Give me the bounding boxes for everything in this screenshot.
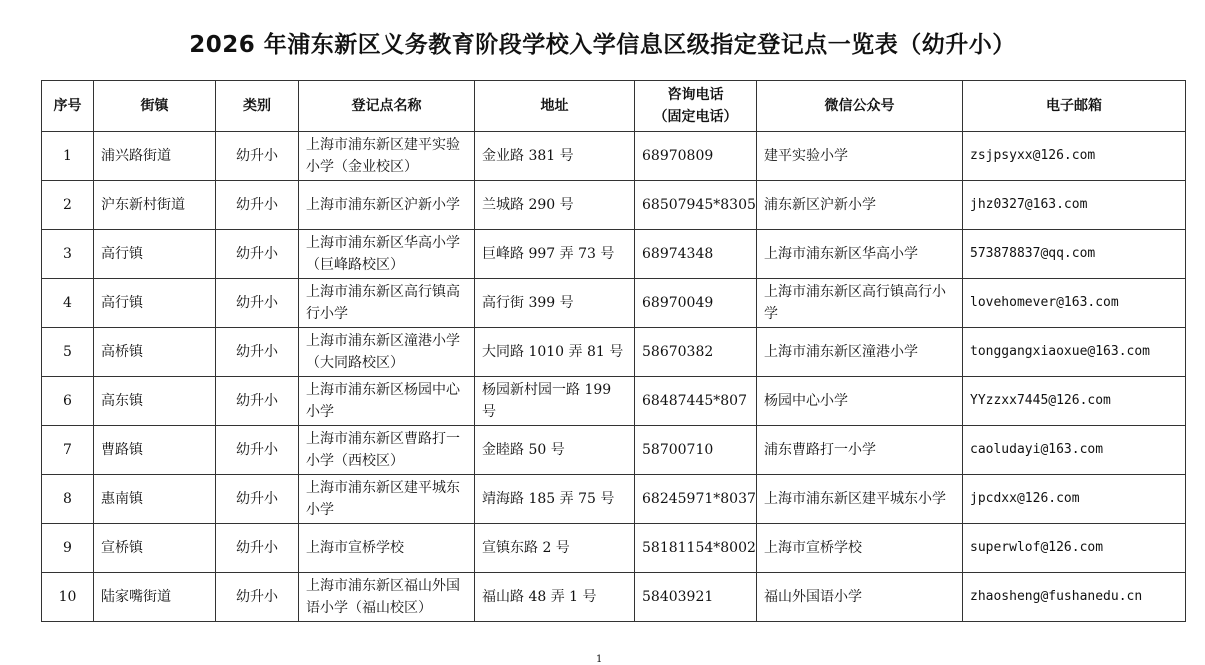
table-row: [42, 524, 1186, 573]
table-row: [42, 230, 1186, 279]
cell-type: 幼升小: [216, 230, 299, 279]
cell-street: 高东镇: [94, 377, 216, 426]
cell-seq: 1: [42, 132, 94, 181]
cell-phone: 68487445*807: [635, 377, 757, 426]
cell-site-name: 上海市浦东新区潼港小学（大同路校区）: [299, 328, 475, 377]
cell-wechat: 上海市浦东新区建平城东小学: [757, 475, 963, 524]
cell-wechat: 浦东新区沪新小学: [757, 181, 963, 230]
cell-street: 惠南镇: [94, 475, 216, 524]
header-phone-line2: （固定电话）: [653, 109, 738, 125]
header-phone-line1: 咨询电话: [667, 87, 724, 103]
cell-wechat: 杨园中心小学: [757, 377, 963, 426]
cell-wechat: 建平实验小学: [757, 132, 963, 181]
cell-email: YYzzxx7445@126.com: [963, 377, 1186, 426]
cell-address: 靖海路 185 弄 75 号: [475, 475, 635, 524]
cell-site-name: 上海市浦东新区杨园中心小学: [299, 377, 475, 426]
cell-type: 幼升小: [216, 524, 299, 573]
cell-email: zhaosheng@fushanedu.cn: [963, 573, 1186, 622]
header-wechat: 微信公众号: [757, 81, 963, 132]
cell-type: 幼升小: [216, 475, 299, 524]
cell-wechat: 上海市浦东新区华高小学: [757, 230, 963, 279]
cell-email: zsjpsyxx@126.com: [963, 132, 1186, 181]
cell-email: jhz0327@163.com: [963, 181, 1186, 230]
cell-site-name: 上海市浦东新区建平城东小学: [299, 475, 475, 524]
cell-type: 幼升小: [216, 377, 299, 426]
cell-email: superwlof@126.com: [963, 524, 1186, 573]
cell-wechat: 上海市宣桥学校: [757, 524, 963, 573]
cell-street: 高桥镇: [94, 328, 216, 377]
page-number: 1: [596, 654, 603, 665]
table-header-row: [42, 81, 1186, 132]
cell-seq: 8: [42, 475, 94, 524]
header-street: 街镇: [94, 81, 216, 132]
cell-type: 幼升小: [216, 328, 299, 377]
cell-site-name: 上海市浦东新区沪新小学: [299, 181, 475, 230]
header-email: 电子邮箱: [963, 81, 1186, 132]
cell-email: tonggangxiaoxue@163.com: [963, 328, 1186, 377]
cell-phone: 58181154*8002: [635, 524, 757, 573]
table-row: [42, 279, 1186, 328]
header-address: 地址: [475, 81, 635, 132]
cell-street: 沪东新村街道: [94, 181, 216, 230]
cell-street: 高行镇: [94, 279, 216, 328]
cell-seq: 10: [42, 573, 94, 622]
cell-phone: 68507945*8305: [635, 181, 757, 230]
cell-wechat: 上海市浦东新区潼港小学: [757, 328, 963, 377]
cell-seq: 7: [42, 426, 94, 475]
cell-seq: 4: [42, 279, 94, 328]
table-row: [42, 132, 1186, 181]
cell-phone: 68245971*8037: [635, 475, 757, 524]
table-row: [42, 181, 1186, 230]
cell-phone: 58700710: [635, 426, 757, 475]
cell-email: jpcdxx@126.com: [963, 475, 1186, 524]
cell-address: 兰城路 290 号: [475, 181, 635, 230]
table-row: [42, 573, 1186, 622]
cell-phone: 68970049: [635, 279, 757, 328]
header-type: 类别: [216, 81, 299, 132]
cell-phone: 58403921: [635, 573, 757, 622]
table-row: [42, 377, 1186, 426]
page-title: 2026 年浦东新区义务教育阶段学校入学信息区级指定登记点一览表（幼升小）: [189, 32, 1016, 58]
cell-site-name: 上海市浦东新区华高小学（巨峰路校区）: [299, 230, 475, 279]
cell-phone: 68970809: [635, 132, 757, 181]
cell-seq: 2: [42, 181, 94, 230]
cell-address: 福山路 48 弄 1 号: [475, 573, 635, 622]
cell-phone: 58670382: [635, 328, 757, 377]
cell-phone: 68974348: [635, 230, 757, 279]
cell-type: 幼升小: [216, 132, 299, 181]
cell-type: 幼升小: [216, 279, 299, 328]
cell-site-name: 上海市宣桥学校: [299, 524, 475, 573]
cell-type: 幼升小: [216, 426, 299, 475]
cell-wechat: 福山外国语小学: [757, 573, 963, 622]
cell-wechat: 上海市浦东新区高行镇高行小学: [757, 279, 963, 328]
table-row: [42, 328, 1186, 377]
cell-type: 幼升小: [216, 181, 299, 230]
cell-street: 陆家嘴街道: [94, 573, 216, 622]
cell-street: 高行镇: [94, 230, 216, 279]
table-row: [42, 426, 1186, 475]
cell-email: 573878837@qq.com: [963, 230, 1186, 279]
cell-seq: 5: [42, 328, 94, 377]
cell-type: 幼升小: [216, 573, 299, 622]
cell-street: 宣桥镇: [94, 524, 216, 573]
header-phone: [635, 81, 757, 132]
cell-address: 巨峰路 997 弄 73 号: [475, 230, 635, 279]
cell-address: 宣镇东路 2 号: [475, 524, 635, 573]
cell-site-name: 上海市浦东新区建平实验小学（金业校区）: [299, 132, 475, 181]
cell-street: 曹路镇: [94, 426, 216, 475]
cell-seq: 3: [42, 230, 94, 279]
header-site-name: 登记点名称: [299, 81, 475, 132]
cell-address: 金睦路 50 号: [475, 426, 635, 475]
cell-site-name: 上海市浦东新区曹路打一小学（西校区）: [299, 426, 475, 475]
cell-seq: 6: [42, 377, 94, 426]
cell-street: 浦兴路街道: [94, 132, 216, 181]
cell-address: 金业路 381 号: [475, 132, 635, 181]
header-seq: 序号: [42, 81, 94, 132]
cell-email: lovehomever@163.com: [963, 279, 1186, 328]
cell-seq: 9: [42, 524, 94, 573]
cell-wechat: 浦东曹路打一小学: [757, 426, 963, 475]
cell-email: caoludayi@163.com: [963, 426, 1186, 475]
cell-site-name: 上海市浦东新区福山外国语小学（福山校区）: [299, 573, 475, 622]
cell-address: 杨园新村园一路 199 号: [475, 377, 635, 426]
cell-site-name: 上海市浦东新区高行镇高行小学: [299, 279, 475, 328]
registration-table: [41, 80, 1186, 622]
cell-address: 大同路 1010 弄 81 号: [475, 328, 635, 377]
cell-address: 高行街 399 号: [475, 279, 635, 328]
table-row: [42, 475, 1186, 524]
